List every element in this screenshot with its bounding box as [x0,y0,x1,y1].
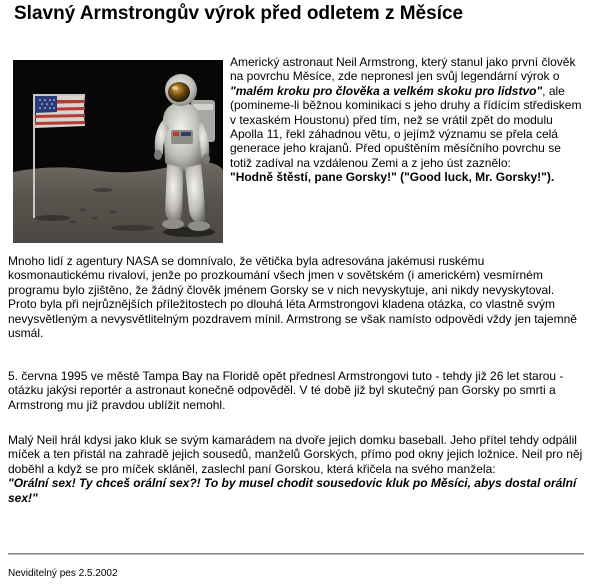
story-quote: "Orální sex! Ty chceš orální sex?! To by musel chodit sousedovic kluk po Měsíci, abys dostal orální sex!" [8,476,577,505]
story-text: Malý Neil hrál kdysi jako kluk se svým kamarádem na dvoře jejich domku baseball. Jeho přítel tehdy odpálil míček a ten přistál na zahradě jejich sousedů, manželů Gorských, přímo pod okny jejich ložnice. Neil pro něj doběhl a když se pro míček skláněl, zaslechl paní Gorskou, která křičela na svého manžela: [8,433,583,476]
story-paragraph [8,433,584,505]
intro-text-1: Americký astronaut Neil Armstrong, který stanul jako první člověk na povrchu Měsíce, zde nepronesl jen svůj legendární výrok o [230,55,576,84]
footer-divider [8,553,584,555]
article-title: Slavný Armstrongův výrok před odletem z Měsíce [14,3,464,24]
tampa-bay-paragraph: 5. června 1995 ve městě Tampa Bay na Floridě opět přednesl Armstrongovi tuto - tehdy již 26 let starou - otázku jakýsi reportér a astronaut konečně odpověděl. V té době již byl skutečný pan Gorsky po smrti a Armstrong mu již pravdou ublížit nemohl. [8,369,564,412]
nasa-paragraph: Mnoho lidí z agentury NASA se domnívalo, že větička byla adresována jakémusi ruskému kosmonautickému rivalovi, jenže po prozkoumání všech jmen v sovětském (i americkém) vesmírném programu bylo zjištěno, že žádný člověk jménem Gorsky se v nich nevyskytuje, ani nikdy nevyskytoval. Proto byla při nejrůznějších příležitostech po dlouhá léta Armstrongovi kladena otázka, co vlastně svým nevysvětleným a nevysvětlitelným pozdravem mínil. Armstrong se však namísto odpovědi vždy jen tajemně usmál. [8,254,577,341]
intro-text-2: , ale (pomineme-li běžnou kominikaci s jeho druhy a řídícím střediskem v texaském Houstonu) před tím, než se vrátil zpět do modulu Apolla 11, řekl záhadnou větu, o jejímž významu se přela celá generace jeho krajanů. Před opuštěním měsíčního povrchu se totiž zadíval na vzdálenou Zemi a z jeho úst zaznělo: [230,83,582,170]
gorsky-quote: "Hodně štěstí, pane Gorsky!" ("Good luck, Mr. Gorsky!"). [230,170,555,185]
intro-paragraph [230,55,582,185]
astronaut-on-moon-photo [13,60,223,243]
source-footer: Neviditelný pes 2.5.2002 [8,568,118,579]
small-step-quote: "malém kroku pro člověka a velkém skoku pro lidstvo" [230,83,543,98]
